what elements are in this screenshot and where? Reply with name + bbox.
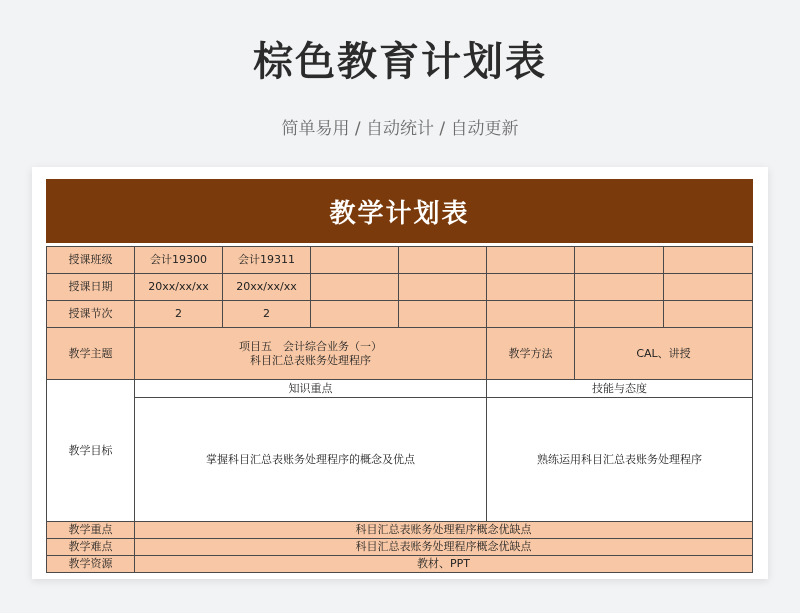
label-date: 授课日期 <box>46 273 135 301</box>
date-value-1[interactable]: 20xx/xx/xx <box>134 273 223 301</box>
class-value-4[interactable] <box>398 246 487 274</box>
label-periods: 授课节次 <box>46 300 135 328</box>
class-value-2[interactable]: 会计19311 <box>222 246 311 274</box>
date-value-4[interactable] <box>398 273 487 301</box>
periods-value-2[interactable]: 2 <box>222 300 311 328</box>
label-resources: 教学资源 <box>46 555 135 573</box>
periods-value-6[interactable] <box>574 300 664 328</box>
date-value-3[interactable] <box>310 273 399 301</box>
sheet-banner-title: 教学计划表 <box>46 179 753 243</box>
knowledge-header: 知识重点 <box>134 379 487 398</box>
class-value-7[interactable] <box>663 246 753 274</box>
periods-value-1[interactable]: 2 <box>134 300 223 328</box>
plan-table <box>46 246 753 579</box>
label-class: 授课班级 <box>46 246 135 274</box>
label-difficulty: 教学难点 <box>46 538 135 556</box>
label-key-point: 教学重点 <box>46 521 135 539</box>
skill-text[interactable]: 熟练运用科目汇总表账务处理程序 <box>486 397 753 522</box>
difficulty-value[interactable]: 科目汇总表账务处理程序概念优缺点 <box>134 538 753 556</box>
class-value-6[interactable] <box>574 246 664 274</box>
theme-line-1: 项目五 会计综合业务（一） <box>239 339 382 353</box>
theme-line-2: 科目汇总表账务处理程序 <box>250 353 371 367</box>
class-value-1[interactable]: 会计19300 <box>134 246 223 274</box>
date-value-5[interactable] <box>486 273 575 301</box>
class-value-5[interactable] <box>486 246 575 274</box>
theme-value[interactable] <box>134 327 487 380</box>
skill-header: 技能与态度 <box>486 379 753 398</box>
resources-value[interactable]: 教材、PPT <box>134 555 753 573</box>
periods-value-3[interactable] <box>310 300 399 328</box>
knowledge-text[interactable]: 掌握科目汇总表账务处理程序的概念及优点 <box>134 397 487 522</box>
key-point-value[interactable]: 科目汇总表账务处理程序概念优缺点 <box>134 521 753 539</box>
page-subtitle: 简单易用 / 自动统计 / 自动更新 <box>281 119 519 139</box>
class-value-3[interactable] <box>310 246 399 274</box>
label-theme: 教学主题 <box>46 327 135 380</box>
spreadsheet-preview <box>32 167 768 579</box>
date-value-7[interactable] <box>663 273 753 301</box>
page-title: 棕色教育计划表 <box>253 39 547 85</box>
label-method: 教学方法 <box>486 327 575 380</box>
method-value[interactable]: CAL、讲授 <box>574 327 753 380</box>
periods-value-7[interactable] <box>663 300 753 328</box>
label-goals: 教学目标 <box>46 379 135 522</box>
date-value-6[interactable] <box>574 273 664 301</box>
date-value-2[interactable]: 20xx/xx/xx <box>222 273 311 301</box>
periods-value-4[interactable] <box>398 300 487 328</box>
periods-value-5[interactable] <box>486 300 575 328</box>
